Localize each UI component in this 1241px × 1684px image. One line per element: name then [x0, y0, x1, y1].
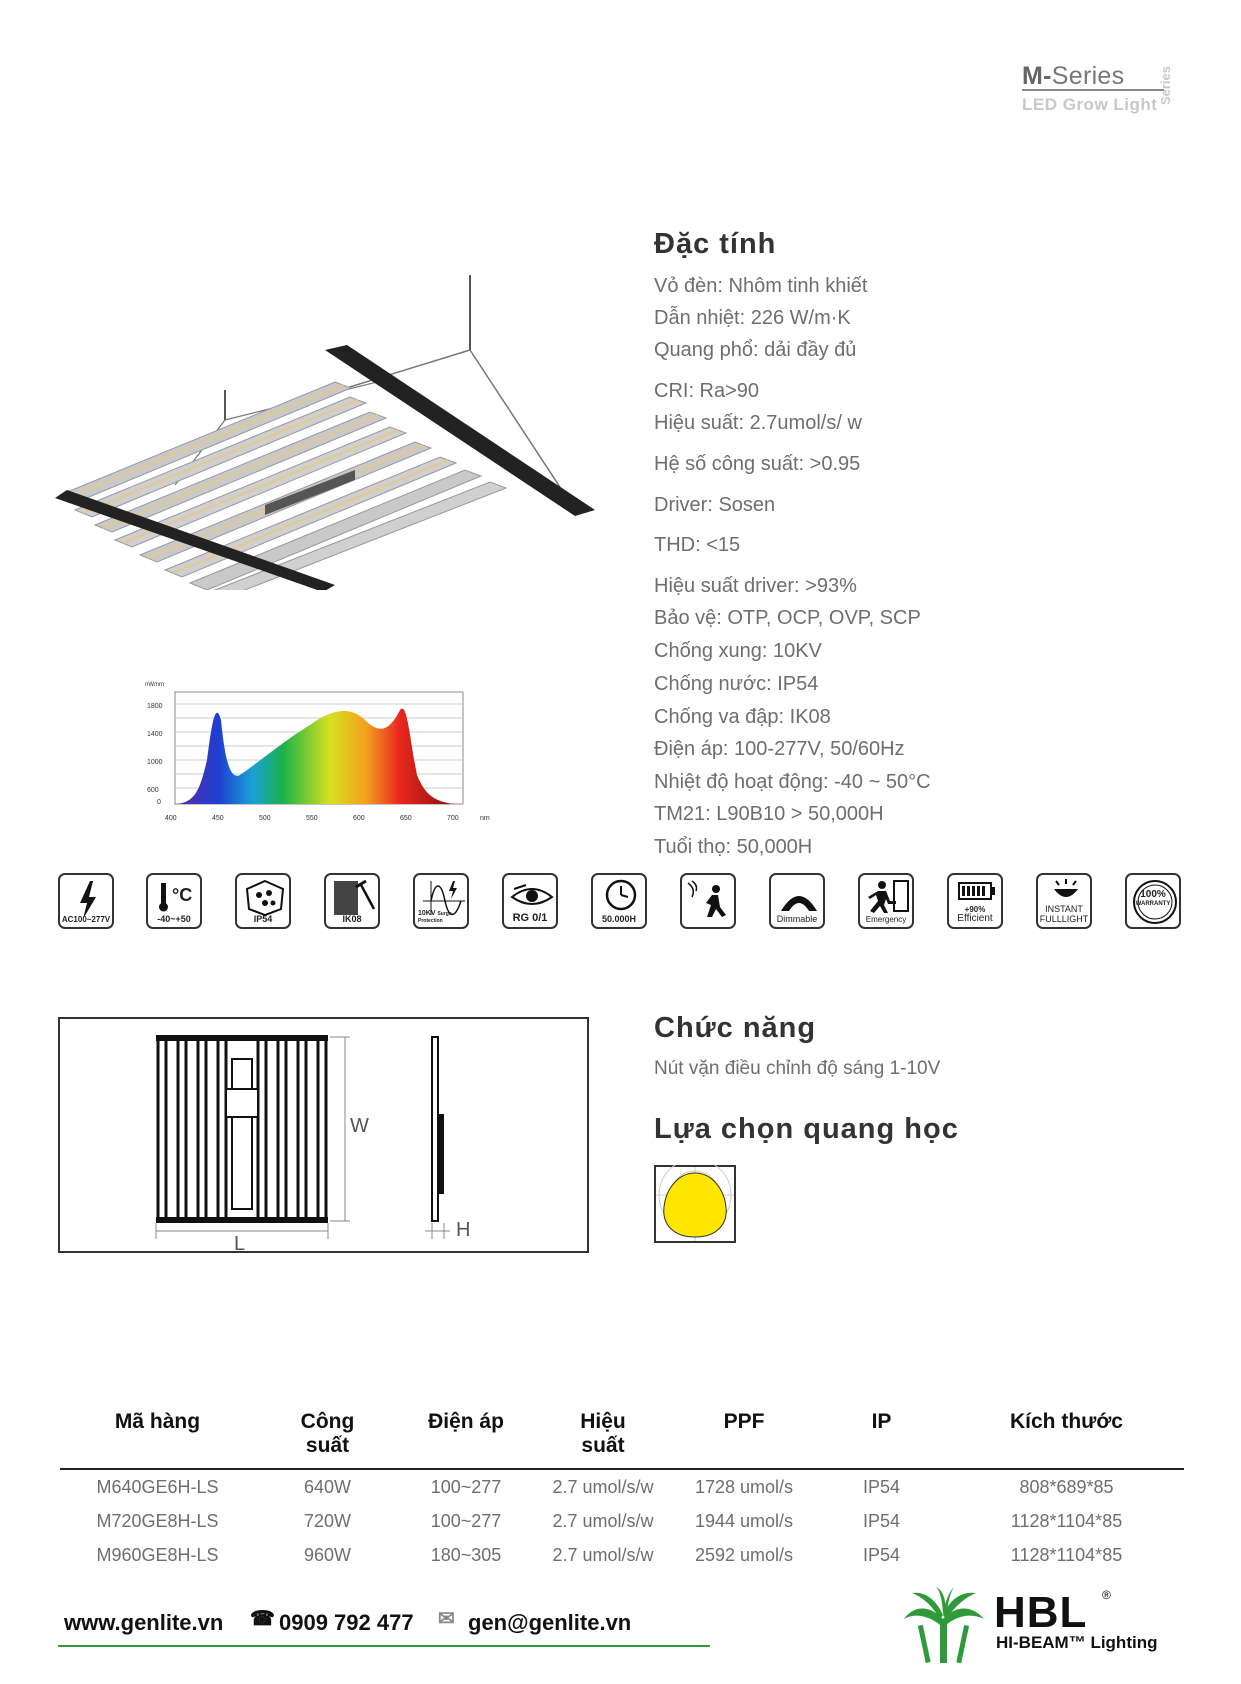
feature-line: Tuổi thọ: 50,000H — [654, 836, 813, 858]
table-cell: 2592 umol/s — [694, 1544, 794, 1565]
table-header-cell: PPF — [674, 1410, 814, 1469]
spectrum-y-tick: 600 — [147, 787, 159, 794]
table-cell: 2.7 umol/s/w — [552, 1544, 654, 1565]
table-row — [60, 1504, 1184, 1538]
warranty-badge-icon: 100% WARRANTY — [1125, 873, 1181, 929]
instant-full-light-icon: INSTANT FULLLIGHT — [1036, 873, 1092, 929]
series-subtitle: LED Grow Light — [1022, 95, 1158, 114]
feature-line: Hiệu suất: 2.7umol/s/ w — [654, 412, 862, 434]
table-header-cell: IP — [814, 1410, 949, 1469]
feature-line: Driver: Sosen — [654, 494, 776, 516]
spectrum-y-unit: nW/nm — [145, 682, 165, 688]
emergency-exit-icon: Emergency — [858, 873, 914, 929]
dimension-h-label: H — [456, 1219, 471, 1241]
temperature-icon: °C -40~+50 — [146, 873, 202, 929]
functions-text: Nút vặn điều chỉnh độ sáng 1-10V — [654, 1058, 941, 1079]
dimension-drawing — [58, 1017, 589, 1253]
product-spec-table — [60, 1410, 1184, 1572]
feature-line: Nhiệt độ hoạt động: -40 ~ 50°C — [654, 771, 931, 793]
table-cell: 808*689*85 — [1019, 1476, 1114, 1497]
dimension-diagram — [60, 1019, 587, 1251]
brand-name: HBL — [994, 1588, 1088, 1637]
brand-tagline: HI-BEAM™ Lighting — [996, 1633, 1158, 1652]
table-row — [60, 1538, 1184, 1572]
spectrum-y-tick: 1000 — [147, 759, 163, 766]
feature-line: Bảo vệ: OTP, OCP, OVP, SCP — [654, 607, 921, 629]
spectrum-chart — [145, 680, 495, 830]
table-cell: 640W — [303, 1476, 352, 1497]
spectrum-x-tick: 400 — [165, 815, 177, 822]
feature-line: TM21: L90B10 > 50,000H — [654, 803, 884, 825]
dimension-w-label: W — [350, 1115, 369, 1137]
table-cell: M960GE8H-LS — [96, 1544, 219, 1565]
feature-line: Hệ số công suất: >0.95 — [654, 453, 861, 475]
spectrum-x-tick: 500 — [259, 815, 271, 822]
brand-registered-mark: ® — [1102, 1588, 1111, 1602]
features-title: Đặc tính — [654, 228, 777, 260]
table-cell: M720GE8H-LS — [96, 1510, 219, 1531]
table-cell: IP54 — [862, 1476, 901, 1497]
spectrum-x-tick: 650 — [400, 815, 412, 822]
table-cell: 1728 umol/s — [694, 1476, 794, 1497]
dimmable-icon: Dimmable — [769, 873, 825, 929]
table-cell: 180~305 — [430, 1544, 502, 1565]
functions-title: Chức năng — [654, 1012, 817, 1044]
table-cell: 1944 umol/s — [694, 1510, 794, 1531]
lifetime-clock-icon: 50.000H — [591, 873, 647, 929]
optics-title: Lựa chọn quang học — [654, 1113, 959, 1145]
voltage-icon: AC100~277V — [58, 873, 114, 929]
optic-beam-pattern[interactable] — [654, 1165, 736, 1243]
product-image — [55, 270, 605, 590]
eye-safety-icon: RG 0/1 — [502, 873, 558, 929]
footer-website[interactable]: www.genlite.vn — [64, 1610, 224, 1635]
spectrum-y-tick: 0 — [157, 799, 161, 806]
table-cell: M640GE6H-LS — [96, 1476, 219, 1497]
table-cell: 960W — [303, 1544, 352, 1565]
spectrum-x-tick: 550 — [306, 815, 318, 822]
feature-line: THD: <15 — [654, 534, 741, 556]
feature-line: Chống xung: 10KV — [654, 640, 822, 662]
ik08-icon: IK08 — [324, 873, 380, 929]
efficient-battery-icon: +90% Efficient — [947, 873, 1003, 929]
table-cell: IP54 — [862, 1544, 901, 1565]
feature-line: Chống nước: IP54 — [654, 673, 819, 695]
surge-protection-icon: 10KV Surge Protection — [413, 873, 469, 929]
feature-line: Vỏ đèn: Nhôm tinh khiết — [654, 275, 868, 297]
motion-sensor-icon — [680, 873, 736, 929]
footer-divider — [58, 1645, 710, 1647]
spectrum-x-tick: 600 — [353, 815, 365, 822]
table-cell: 100~277 — [430, 1510, 502, 1531]
footer-phone[interactable]: 0909 792 477 — [279, 1610, 414, 1635]
table-header-cell: Công suất — [255, 1410, 400, 1469]
table-header-cell: Mã hàng — [60, 1410, 255, 1469]
feature-line: Dẫn nhiệt: 226 W/m·K — [654, 307, 851, 329]
table-cell: 1128*1104*85 — [1010, 1510, 1123, 1531]
ip54-icon: IP54 — [235, 873, 291, 929]
feature-line: Quang phổ: dải đầy đủ — [654, 339, 857, 361]
table-cell: 720W — [303, 1510, 352, 1531]
series-title: M-Series — [1022, 62, 1125, 90]
table-cell: IP54 — [862, 1510, 901, 1531]
spectrum-y-tick: 1800 — [147, 703, 163, 710]
spectrum-x-tick: 450 — [212, 815, 224, 822]
spectrum-x-tick: nm — [480, 815, 490, 822]
dimension-l-label: L — [234, 1233, 246, 1255]
table-cell: 2.7 umol/s/w — [552, 1476, 654, 1497]
spectrum-curve — [177, 708, 455, 804]
table-cell: 2.7 umol/s/w — [552, 1510, 654, 1531]
table-cell: 100~277 — [430, 1476, 502, 1497]
hbl-tree-logo-icon — [900, 1585, 988, 1667]
spectrum-x-tick: 700 — [447, 815, 459, 822]
feature-line: Hiệu suất driver: >93% — [654, 575, 857, 597]
table-header-cell: Kích thước — [949, 1410, 1184, 1469]
feature-line: Chống va đập: IK08 — [654, 706, 831, 728]
mail-icon: ✉ — [438, 1608, 455, 1630]
series-underline — [1022, 89, 1164, 91]
feature-line: Điện áp: 100-277V, 50/60Hz — [654, 738, 905, 760]
table-header-row — [60, 1410, 1184, 1469]
spectrum-y-tick: 1400 — [147, 731, 163, 738]
phone-icon: ☎ — [250, 1608, 275, 1630]
table-row — [60, 1469, 1184, 1504]
footer-email[interactable]: gen@genlite.vn — [468, 1610, 632, 1635]
feature-line: CRI: Ra>90 — [654, 380, 760, 402]
table-cell: 1128*1104*85 — [1010, 1544, 1123, 1565]
series-vertical-label: Series — [1158, 66, 1173, 106]
table-header-cell: Điện áp — [400, 1410, 532, 1469]
table-header-cell: Hiệu suất — [532, 1410, 674, 1469]
